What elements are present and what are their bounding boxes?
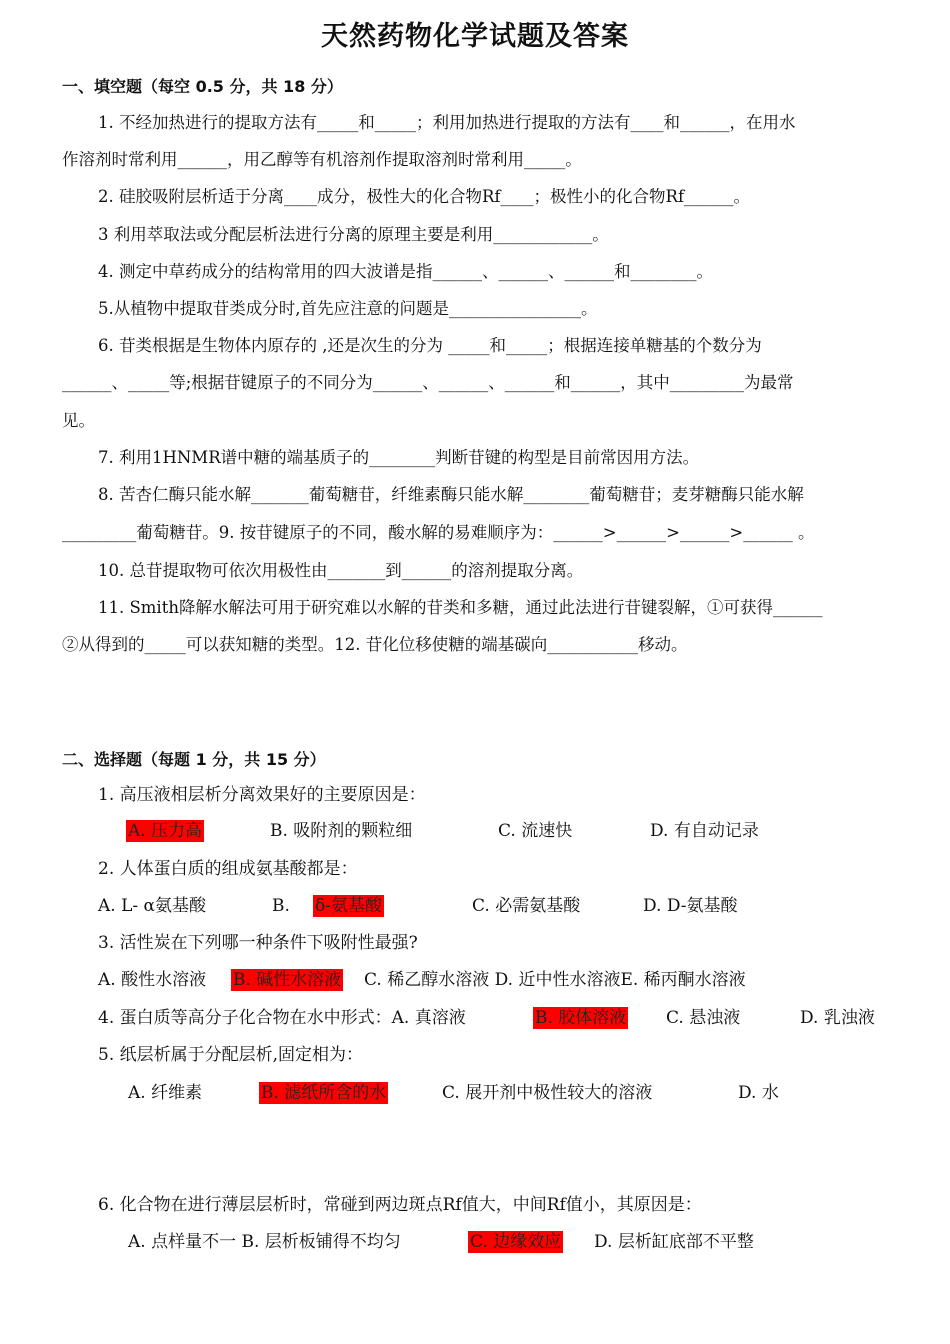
- fill-line: 作溶剂时常利用______，用乙醇等有机溶剂作提取溶剂时常利用_____。: [62, 150, 582, 169]
- answer-highlight: B. 滤纸所含的水: [261, 1083, 387, 1103]
- answer-highlight: A. 压力高: [128, 821, 203, 841]
- option: A. 酸性水溶液: [98, 970, 207, 990]
- option: D. 水: [738, 1083, 779, 1103]
- fill-line: 5.从植物中提取苷类成分时,首先应注意的问题是________________。: [98, 299, 598, 318]
- option: C. 展开剂中极性较大的溶液: [442, 1083, 653, 1103]
- section-heading-choice: 二、选择题（每题 1 分，共 15 分）: [62, 750, 326, 769]
- fill-line: 1. 不经加热进行的提取方法有_____和_____；利用加热进行提取的方法有____和______，在用水: [98, 113, 796, 132]
- option: C. 悬浊液: [666, 1008, 741, 1028]
- question-stem: 5. 纸层析属于分配层析,固定相为：: [98, 1045, 364, 1065]
- option: D. 有自动记录: [650, 821, 759, 841]
- option: B. 吸附剂的颗粒细: [270, 821, 413, 841]
- fill-line: 10. 总苷提取物可依次用极性由_______到______的溶剂提取分离。: [98, 561, 584, 580]
- option: A. 点样量不一 B. 层析板铺得不均匀: [128, 1232, 401, 1252]
- answer-highlight: B. 胶体溶液: [535, 1008, 627, 1028]
- option: D. D-氨基酸: [643, 896, 738, 916]
- fill-line: 见。: [62, 411, 95, 430]
- page-title: 天然药物化学试题及答案: [321, 21, 629, 52]
- fill-line: ______、_____等;根据苷键原子的不同分为______、______、______和______，其中_________为最常: [62, 373, 794, 392]
- question-stem: 3. 活性炭在下列哪一种条件下吸附性最强?: [98, 933, 418, 953]
- fill-line: 4. 测定中草药成分的结构常用的四大波谱是指______、______、______和________。: [98, 262, 713, 281]
- option: C. 必需氨基酸: [472, 896, 581, 916]
- fill-line: ②从得到的_____可以获知糖的类型。12. 苷化位移使糖的端基碳向___________移动。: [62, 635, 688, 654]
- answer-highlight: δ-氨基酸: [315, 896, 382, 916]
- option: C. 稀乙醇水溶液 D. 近中性水溶液E. 稀丙酮水溶液: [364, 970, 746, 990]
- option: A. L- α氨基酸: [98, 896, 207, 916]
- question-stem: 4. 蛋白质等高分子化合物在水中形式：A. 真溶液: [98, 1008, 466, 1028]
- option: D. 层析缸底部不平整: [594, 1232, 754, 1252]
- question-stem: 1. 高压液相层析分离效果好的主要原因是：: [98, 785, 426, 805]
- question-stem: 2. 人体蛋白质的组成氨基酸都是：: [98, 859, 358, 879]
- fill-line: 2. 硅胶吸附层析适于分离____成分，极性大的化合物Rf____；极性小的化合物Rf______。: [98, 187, 751, 206]
- answer-highlight: B. 碱性水溶液: [233, 970, 342, 990]
- option: D. 乳浊液: [800, 1008, 875, 1028]
- fill-line: 8. 苦杏仁酶只能水解_______葡萄糖苷，纤维素酶只能水解________葡萄糖苷；麦芽糖酶只能水解: [98, 485, 804, 504]
- option: C. 流速快: [498, 821, 573, 841]
- fill-line: 6. 苷类根据是生物体内原存的 ,还是次生的分为 _____和_____；根据连接单糖基的个数分为: [98, 336, 762, 355]
- option: A. 纤维素: [128, 1083, 203, 1103]
- question-stem: 6. 化合物在进行薄层层析时，常碰到两边斑点Rf值大，中间Rf值小，其原因是：: [98, 1195, 702, 1215]
- section-heading-fill-blank: 一、填空题（每空 0.5 分，共 18 分）: [62, 77, 343, 96]
- option: B.: [272, 896, 290, 916]
- fill-line: 7. 利用1HNMR谱中糖的端基质子的________判断苷键的构型是目前常因用方法。: [98, 448, 700, 467]
- fill-line: 3 利用萃取法或分配层析法进行分离的原理主要是利用____________。: [98, 225, 609, 244]
- fill-line: _________葡萄糖苷。9. 按苷键原子的不同，酸水解的易难顺序为：______>______>______>______ 。: [62, 523, 815, 542]
- answer-highlight: C. 边缘效应: [470, 1232, 562, 1252]
- fill-line: 11. Smith降解水解法可用于研究难以水解的苷类和多糖，通过此法进行苷键裂解，①可获得______: [98, 598, 823, 617]
